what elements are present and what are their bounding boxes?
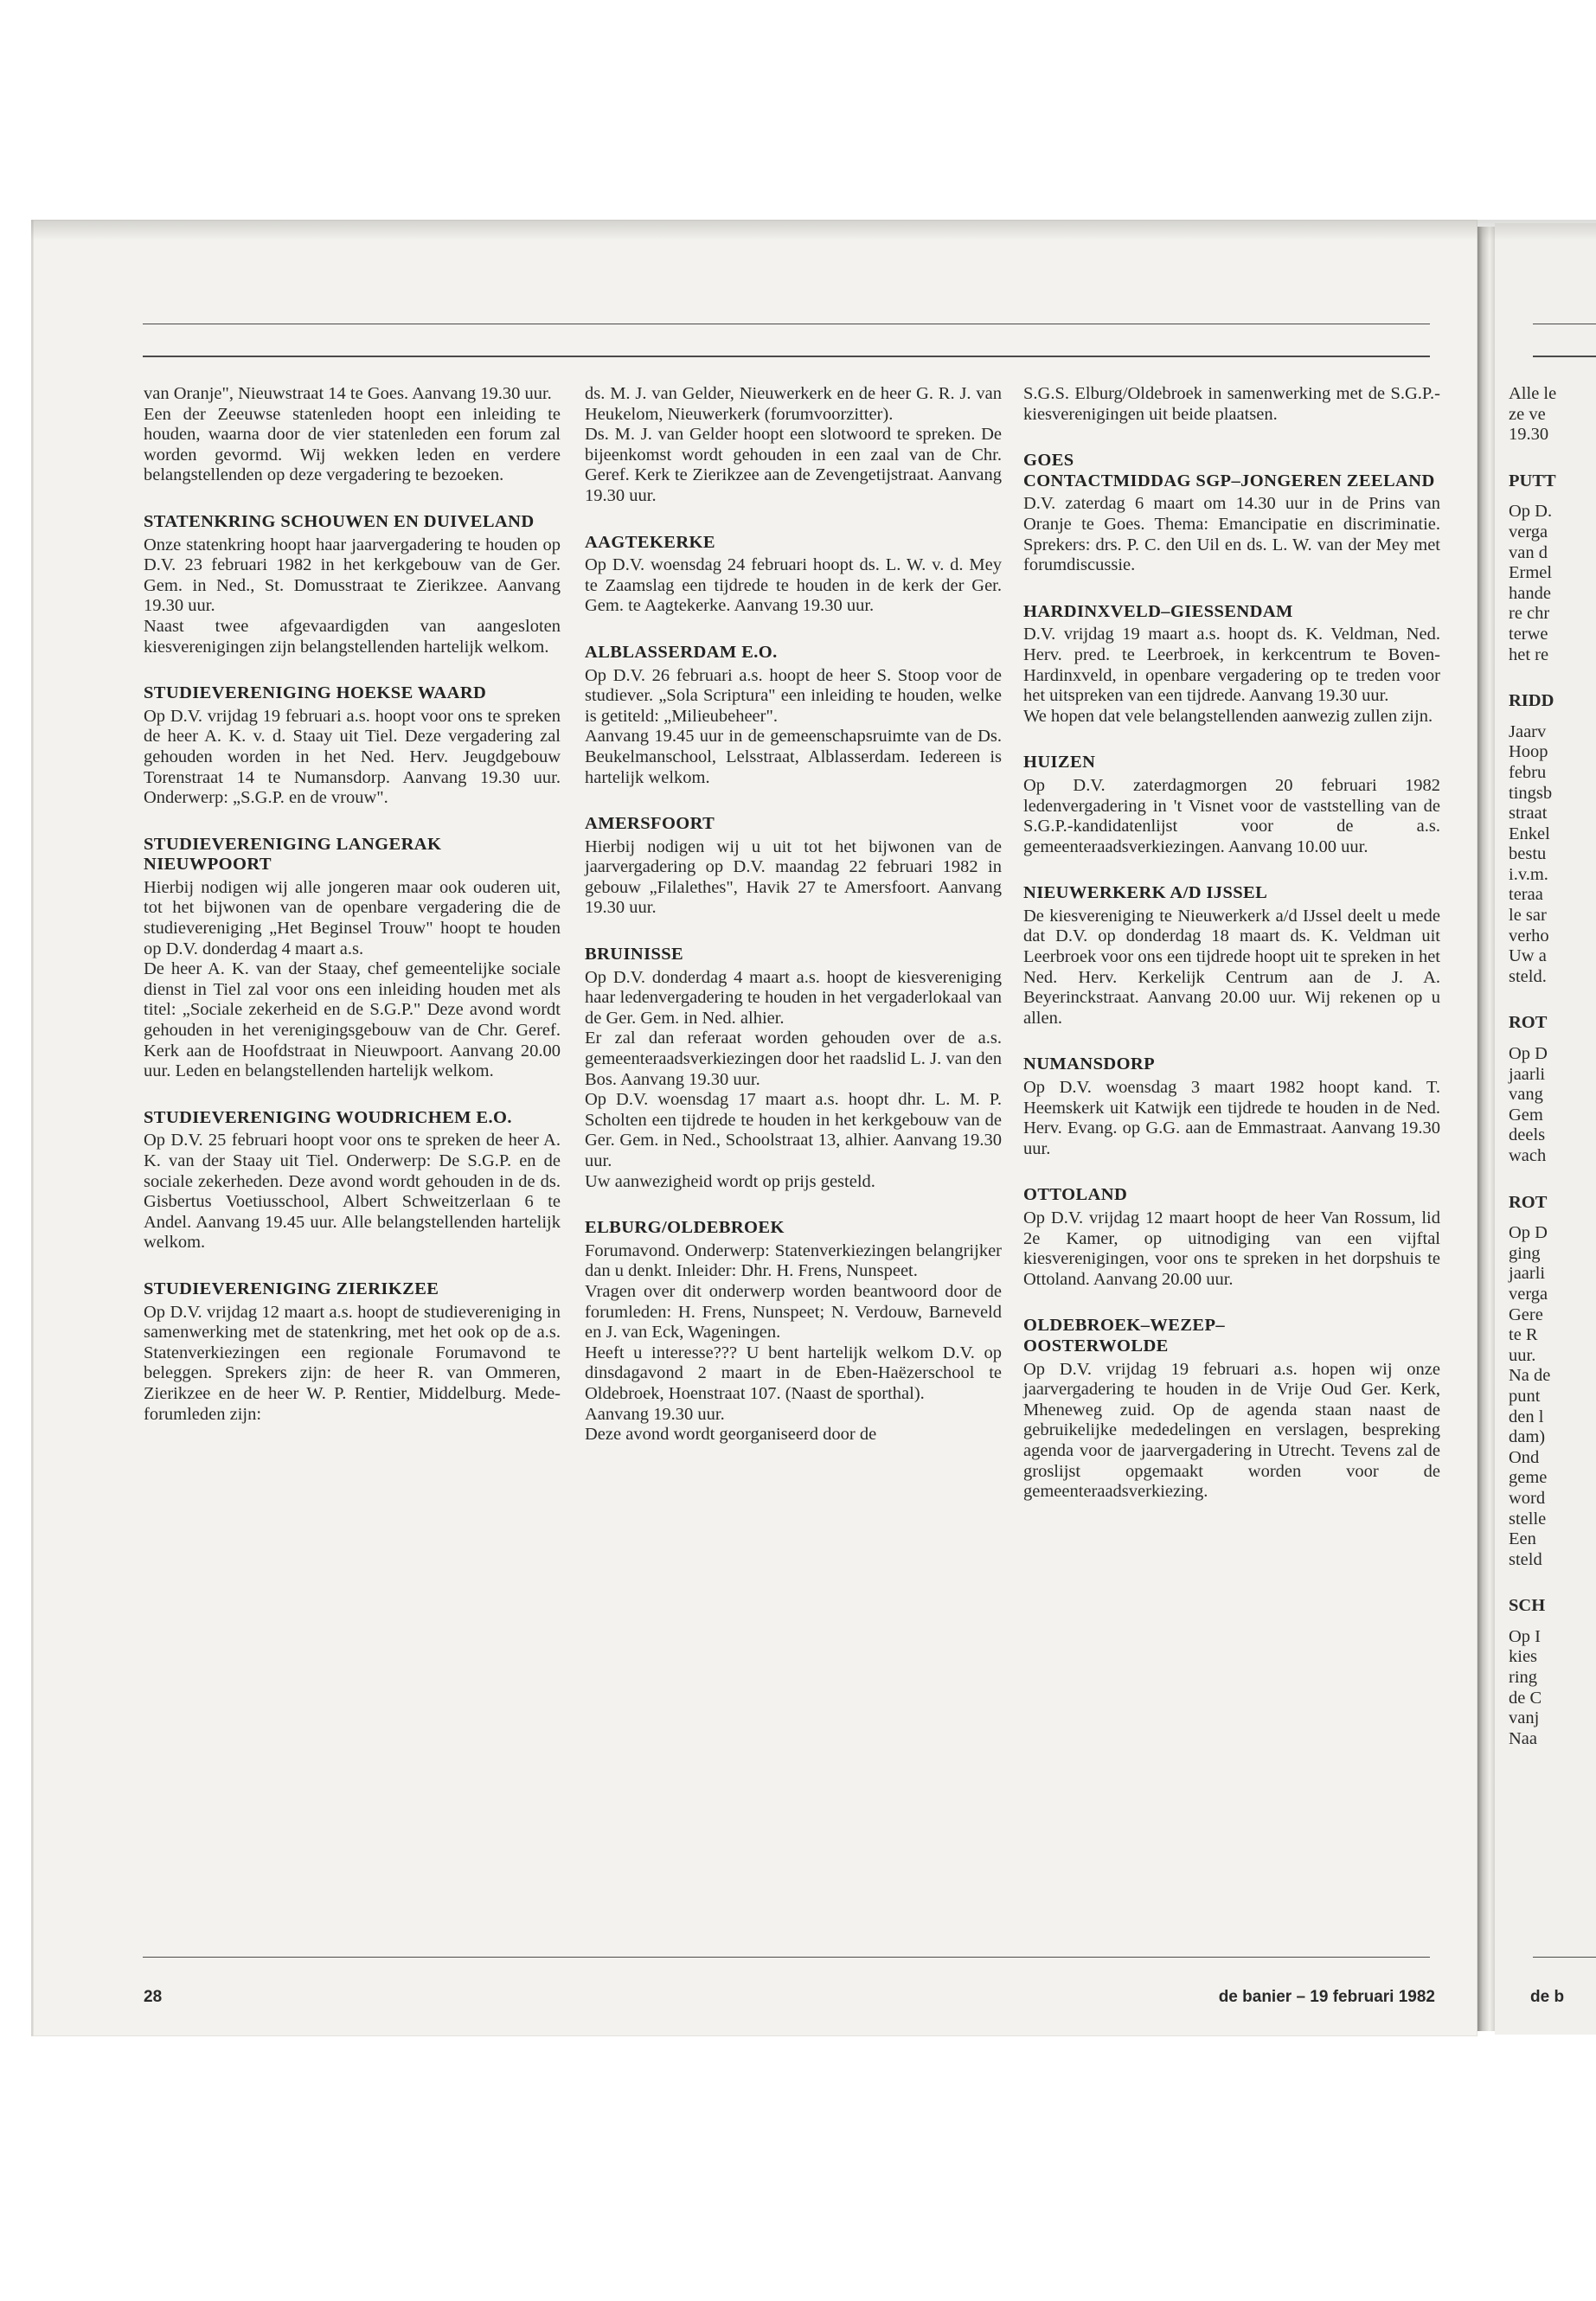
article-paragraph: Op D.V. zaterdagmorgen 20 februari 1982 ledenvergadering in 't Visnet voor de vaststelling van de S.G.P.-kandidatenlijst voor de a.s. gemeenteraadsverkiezingen. Aanvang 10.00 uur. (1023, 775, 1440, 856)
article-section (144, 683, 561, 809)
next-page-line: re chr (1509, 604, 1550, 624)
article-paragraph: Ds. M. J. van Gelder hoopt een slotwoord te spreken. De bijeenkomst wordt gehouden in een zaal van de Chr. Geref. Kerk te Zierikzee aan de Zevengetijstraat. Aanvang 19.30 uur. (585, 425, 1002, 505)
article-heading: NUMANSDORP (1023, 1054, 1156, 1074)
article-paragraph: Op D.V. donderdag 4 maart a.s. hoopt de kiesvereniging haar ledenvergadering te houden in het vergaderlokaal van de Ger. Gem. in Ned. alhier. (585, 967, 1002, 1028)
article-section (1023, 602, 1440, 727)
next-page-line: van d (1509, 542, 1548, 562)
article-paragraph: Op D.V. 26 februari a.s. hoopt de heer S. Stoop voor de studiever. „Sola Scriptura" een inleiding te houden, welke is getiteld: „Milieubeheer". (585, 665, 1002, 726)
article-paragraph: Op D.V. vrijdag 19 februari a.s. hoopt voor ons te spreken de heer A. K. v. d. Staay uit Tiel. Deze vergadering zal gehouden worden in het Ned. Herv. Jeugdgebouw Torenstraat 14 te Numansdorp. Aanvang 19.30 uur. Onderwerp: „S.G.P. en de vrouw". (144, 706, 561, 808)
next-page-line: ging (1509, 1243, 1541, 1263)
page-shadow (31, 220, 1596, 240)
next-page-strip (1495, 223, 1596, 2035)
next-page-line: tingsb (1509, 783, 1553, 803)
page-number: 28 (144, 1988, 163, 2006)
next-page-heading: ROT (1509, 1192, 1548, 1212)
article-paragraph: Onze statenkring hoopt haar jaarvergadering te houden op D.V. 23 februari 1982 in het kerkgebouw van de Ger. Gem. in Ned., St. Domusstraat te Zierikzee. Aanvang 19.30 uur. (144, 535, 561, 616)
article-paragraph: Op D.V. woensdag 17 maart a.s. hoopt dhr. L. M. P. Scholten een tijdrede te houden in het kerkgebouw van de Ger. Gem. in Ned., Schoolstraat 13, alhier. Aanvang 19.30 uur. (585, 1090, 1002, 1170)
article-paragraph: van Oranje", Nieuwstraat 14 te Goes. Aanvang 19.30 uur. (144, 384, 552, 403)
article-paragraph: Hierbij nodigen wij alle jongeren maar ook ouderen uit, tot het bijwonen van de openbare vergadering die de studievereniging „Het Beginsel Trouw" hoopt te houden op D.V. donderdag 4 maart a.s. (144, 877, 561, 958)
article-heading: OLDEBROEK–WEZEP– OOSTERWOLDE (1023, 1316, 1226, 1356)
next-page-line: 19.30 (1509, 425, 1549, 445)
article-heading: ELBURG/OLDEBROEK (585, 1218, 785, 1238)
article-paragraph: Hierbij nodigen wij u uit tot het bijwonen van de jaarvergadering op D.V. maandag 22 februari 1982 in gebouw „Filalethes", Havik 27 te Amersfoort. Aanvang 19.30 uur. (585, 836, 1002, 918)
footer-rule (143, 1957, 1430, 1958)
next-page-line: punt (1509, 1386, 1541, 1406)
column-2 (585, 384, 1002, 1445)
article-paragraph: Op D.V. vrijdag 19 februari a.s. hopen wij onze jaarvergadering te houden in de Vrije Oud Ger. Kerk, Mheneweg zuid. Op de agenda staan naast de gebruikelijke mededelingen en verslagen, bespreking agenda voor de jaarvergadering in Utrecht. Tevens zal de groslijst opgemaakt worden voor de gemeenteraadsverkiezing. (1023, 1359, 1440, 1502)
next-page-line: hande (1509, 583, 1551, 603)
article-paragraph: We hopen dat vele belangstellenden aanwezig zullen zijn. (1023, 706, 1433, 726)
article-heading: BRUINISSE (585, 945, 684, 965)
article-heading: ALBLASSERDAM E.O. (585, 642, 778, 662)
article-paragraph: D.V. vrijdag 19 maart a.s. hoopt ds. K. Veldman, Ned. Herv. pred. te Leerbroek, in kerkcentrum te Boven-Hardinxveld, in openbare vergadering op te treden voor het uitspreken van een tijdrede. Aanvang 19.30 uur. (1023, 625, 1440, 706)
article-section (1023, 1054, 1440, 1159)
article-heading: NIEUWERKERK A/D IJSSEL (1023, 883, 1268, 903)
next-page-line: jaarli (1509, 1064, 1546, 1084)
next-page-line: le sar (1509, 906, 1547, 926)
next-page-line: straat (1509, 804, 1548, 824)
article-paragraph: Vragen over dit onderwerp worden beantwoord door de forumleden: H. Frens, Nunspeet; N. Verdouw, Barneveld en J. van Eck, Wageningen. (585, 1281, 1002, 1343)
next-page-heading: RIDD (1509, 691, 1554, 711)
article-heading: AMERSFOORT (585, 814, 715, 834)
article-paragraph: Aanvang 19.30 uur. (585, 1404, 725, 1424)
next-page-line: Op D (1509, 1044, 1548, 1064)
next-page-line: verho (1509, 926, 1549, 945)
next-page-line: Ond (1509, 1447, 1540, 1467)
next-page-line: Op D. (1509, 502, 1553, 522)
page-binding-edge (1477, 227, 1495, 2031)
article-paragraph: Op D.V. vrijdag 12 maart a.s. hoopt de studievereniging in samenwerking met de statenkring, met het ook op de a.s. Statenverkiezingen een regionale Forumavond te beleggen. Sprekers zijn: de heer R. van Ommeren, Zierikzee en de heer W. P. Rentier, Middelburg. Mede-forumleden zijn: (144, 1302, 561, 1424)
article-paragraph: Op D.V. vrijdag 12 maart hoopt de heer Van Rossum, lid 2e Kamer, op uitnodiging van een vijftal kiesverenigingen, voor ons te spreken in het dorpshuis te Ottoland. Aanvang 20.00 uur. (1023, 1208, 1440, 1289)
next-page-line: vang (1509, 1085, 1543, 1105)
next-page-line: Naa (1509, 1728, 1538, 1748)
next-page-line: teraa (1509, 885, 1543, 905)
next-page-line: terwe (1509, 624, 1548, 644)
article-paragraph: Een der Zeeuwse statenleden hoopt een inleiding te houden, waarna door de vier statenleden een forum zal worden gevormd. Wij wekken leden en verdere belangstellenden op deze vergadering te bezoeken. (144, 404, 561, 485)
article-paragraph: De kiesvereniging te Nieuwerkerk a/d IJssel deelt u mede dat D.V. op donderdag 18 maart ds. K. Veldman uit Leerbroek voor ons een tijdrede hoopt uit te spreken in het Ned. Herv. Kerkelijk Centrum aan de J. A. Beyerinckstraat. Aanvang 20.00 uur. Wij rekenen op u allen. (1023, 906, 1440, 1028)
next-page-line: Jaarv (1509, 721, 1547, 741)
next-page-heading: SCH (1509, 1596, 1546, 1616)
article-heading: STUDIEVERENIGING LANGERAK NIEUWPOORT (144, 834, 442, 875)
next-page-footer-rule (1533, 1957, 1596, 1958)
next-page-line: Uw a (1509, 946, 1547, 966)
next-page-line: jaarli (1509, 1264, 1546, 1284)
next-page-line: Op D (1509, 1223, 1548, 1243)
article-section (585, 945, 1002, 1192)
next-page-line: Enkel (1509, 824, 1550, 843)
article-paragraph: Er zal dan referaat worden gehouden over de a.s. gemeenteraadsverkiezingen door het raadslid L. J. van den Bos. Aanvang 19.30 uur. (585, 1029, 1002, 1089)
article-paragraph: Naast twee afgevaardigden van aangesloten kiesverenigingen zijn belangstellenden hartelijk welkom. (144, 616, 561, 657)
article-section (144, 1108, 561, 1253)
article-section (1023, 883, 1440, 1029)
article-section (585, 533, 1002, 617)
next-page-line: Ermel (1509, 563, 1553, 583)
next-page-line: bestu (1509, 844, 1547, 864)
next-page-line: de C (1509, 1688, 1542, 1708)
article-paragraph: Forumavond. Onderwerp: Statenverkiezingen belangrijker dan u denkt. Inleider: Dhr. H. Frens, Nunspeet. (585, 1240, 1002, 1281)
next-page-line: febru (1509, 762, 1547, 782)
next-page-line: verga (1509, 1284, 1548, 1304)
footer-title: de banier – 19 februari 1982 (1218, 1988, 1435, 2006)
article-heading: HUIZEN (1023, 753, 1096, 772)
next-page-line: den l (1509, 1407, 1544, 1426)
article-paragraph: Op D.V. woensdag 3 maart 1982 hoopt kand. T. Heemskerk uit Katwijk een tijdrede te houden in de Ned. Herv. Evang. op G.G. aan de Emmastraat. Aanvang 19.30 uur. (1023, 1078, 1440, 1158)
next-page-line: vanj (1509, 1708, 1540, 1728)
next-page-line: dam) (1509, 1427, 1546, 1447)
article-paragraph: De heer A. K. van der Staay, chef gemeentelijke sociale dienst in Tiel zal voor ons een inleiding houden met als titel: „Sociale zekerheid en de S.G.P." Deze avond wordt gehouden in het verenigingsgebouw van de Chr. Geref. Kerk aan de Hoofdstraat in Nieuwpoort. Aanvang 20.00 uur. Leden en belangstellenden hartelijk welkom. (144, 959, 561, 1081)
article-heading: STUDIEVERENIGING WOUDRICHEM E.O. (144, 1107, 512, 1127)
next-page-line: i.v.m. (1509, 864, 1548, 884)
header-rule-bottom (143, 356, 1430, 357)
next-page-footer: de b (1530, 1988, 1565, 2006)
article-section (144, 1279, 561, 1425)
next-page-line: Gere (1509, 1304, 1543, 1324)
next-page-line: Op I (1509, 1626, 1542, 1646)
next-page-line: Alle le (1509, 384, 1557, 403)
article-section (144, 835, 561, 1082)
next-page-line: wach (1509, 1146, 1547, 1165)
next-page-line: Een (1509, 1529, 1536, 1549)
next-page-line: steld. (1509, 966, 1547, 986)
next-page-line: te R (1509, 1325, 1538, 1345)
article-heading: OTTOLAND (1023, 1185, 1128, 1205)
next-page-line: ze ve (1509, 404, 1546, 424)
article-paragraph: S.G.S. Elburg/Oldebroek in samenwerking met de S.G.P.-kiesverenigingen uit beide plaatsen. (1023, 384, 1440, 424)
next-page-line: geme (1509, 1468, 1548, 1488)
article-heading: STUDIEVERENIGING HOEKSE WAARD (144, 683, 487, 703)
next-page-line: Na de (1509, 1366, 1551, 1386)
next-page-line: deels (1509, 1125, 1546, 1145)
column-1 (144, 384, 561, 1425)
article-paragraph: Op D.V. woensdag 24 februari hoopt ds. L. W. v. d. Mey te Zaamslag een tijdrede te houden in de kerk der Ger. Gem. te Aagtekerke. Aanvang 19.30 uur. (585, 555, 1002, 616)
next-page-line: Hoop (1509, 742, 1548, 762)
next-page-text (1509, 384, 1556, 1749)
article-section (1023, 1185, 1440, 1290)
article-section (144, 384, 561, 486)
article-section (1023, 451, 1440, 576)
article-section (585, 643, 1002, 788)
article-paragraph: Op D.V. 25 februari hoopt voor ons te spreken de heer A. K. van der Staay uit Tiel. Onderwerp: De S.G.P. en de sociale zekerheden. Deze avond wordt gehouden in de ds. Gisbertus Voetiusschool, Albert Schweitzerlaan 6 te Andel. Aanvang 19.45 uur. Alle belangstellenden hartelijk welkom. (144, 1131, 561, 1253)
article-heading: HARDINXVELD–GIESSENDAM (1023, 601, 1293, 621)
next-page-line: ring (1509, 1668, 1538, 1688)
article-paragraph: Deze avond wordt georganiseerd door de (585, 1425, 877, 1445)
article-section (585, 384, 1002, 507)
article-section (144, 512, 561, 657)
article-paragraph: Heeft u interesse??? U bent hartelijk welkom D.V. op dinsdagavond 2 maart in de Eben-Haëzerschool te Oldebroek, Hoenstraat 107. (Naast de sporthal). (585, 1343, 1002, 1403)
next-page-line: word (1509, 1488, 1546, 1508)
next-page-line: Gem (1509, 1105, 1543, 1125)
article-heading: GOES CONTACTMIDDAG SGP–JONGEREN ZEELAND (1023, 451, 1435, 490)
next-page-rule-bottom (1533, 356, 1596, 357)
column-3 (1023, 384, 1440, 1503)
article-section (1023, 753, 1440, 857)
next-page-line: stelle (1509, 1509, 1547, 1529)
article-heading: AAGTEKERKE (585, 532, 715, 552)
article-section (585, 1218, 1002, 1445)
article-section (1023, 384, 1440, 425)
next-page-line: kies (1509, 1647, 1538, 1667)
article-section (1023, 1316, 1440, 1502)
next-page-line: het re (1509, 644, 1549, 664)
next-page-line: uur. (1509, 1345, 1536, 1365)
next-page-heading: ROT (1509, 1013, 1548, 1033)
article-heading: STUDIEVERENIGING ZIERIKZEE (144, 1279, 439, 1298)
article-paragraph: D.V. zaterdag 6 maart om 14.30 uur in de Prins van Oranje te Goes. Thema: Emancipatie en discriminatie. Sprekers: drs. P. C. den Uil en ds. L. W. van der Mey met forumdiscussie. (1023, 494, 1440, 575)
article-paragraph: Uw aanwezigheid wordt op prijs gesteld. (585, 1171, 875, 1191)
next-page-line: verga (1509, 522, 1548, 542)
article-section (585, 814, 1002, 919)
article-paragraph: Aanvang 19.45 uur in de gemeenschapsruimte van de Ds. Beukelmanschool, Lelsstraat, Alblasserdam. Iedereen is hartelijk welkom. (585, 727, 1002, 787)
next-page-line: steld (1509, 1549, 1542, 1569)
article-heading: STATENKRING SCHOUWEN EN DUIVELAND (144, 511, 535, 531)
next-page-heading: PUTT (1509, 471, 1556, 490)
article-paragraph: ds. M. J. van Gelder, Nieuwerkerk en de heer G. R. J. van Heukelom, Nieuwerkerk (forumvoorzitter). (585, 384, 1002, 424)
